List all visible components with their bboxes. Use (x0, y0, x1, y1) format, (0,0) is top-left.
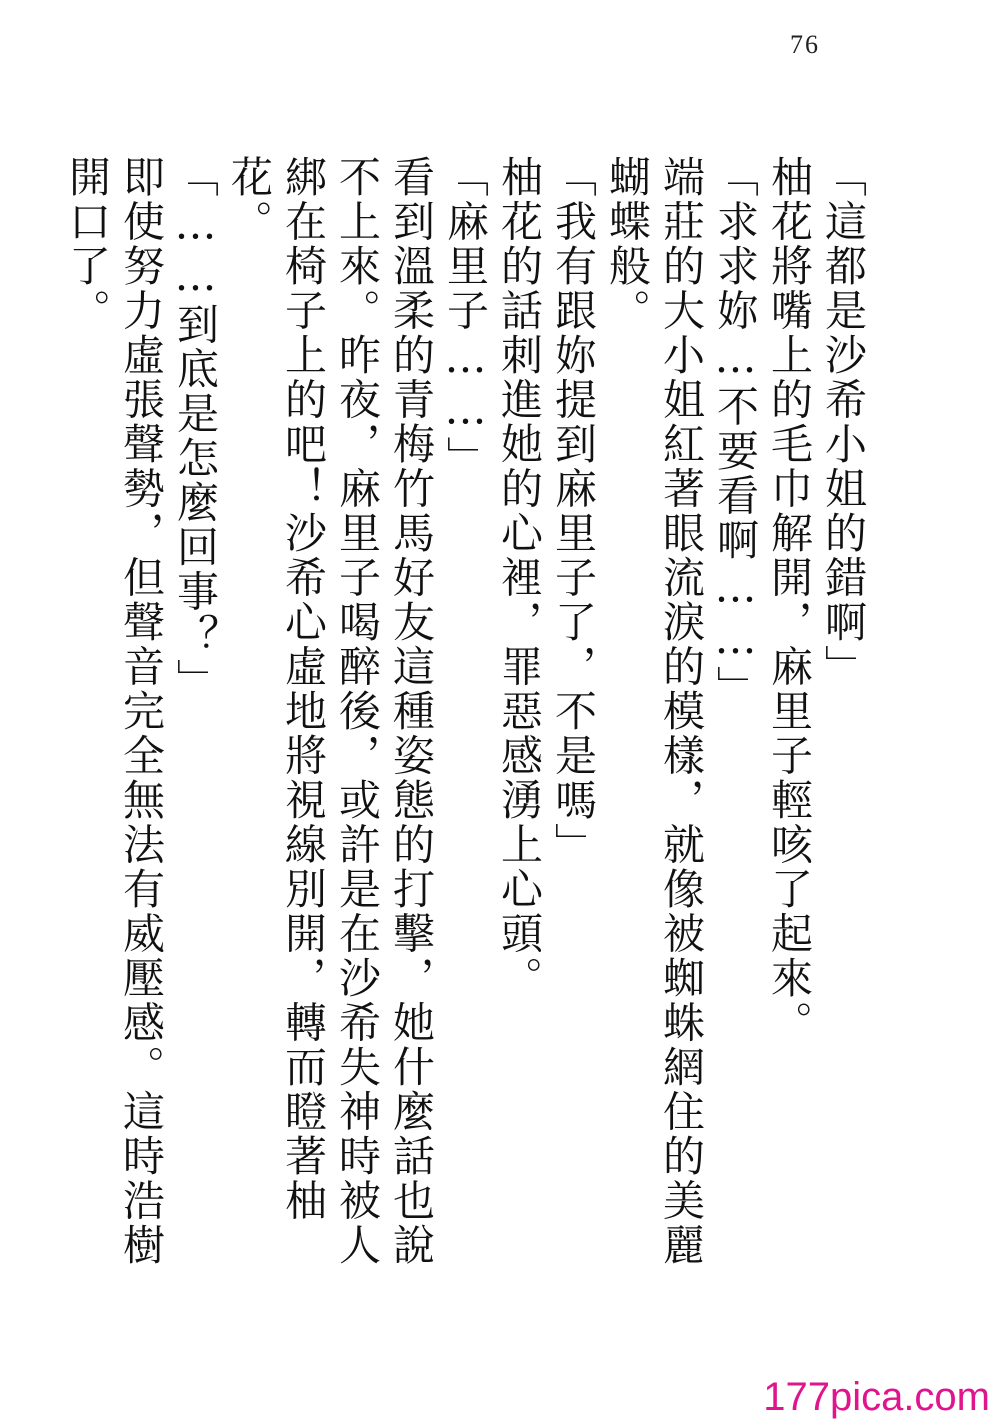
paragraph: 看到溫柔的青梅竹馬好友這種姿態的打擊，她什麼話也說不上來。昨夜，麻里子喝醉後，或許是在沙希失神時被人綁在椅子上的吧！沙希心虛地將視線別開，轉而瞪著柚花。 (225, 155, 436, 1268)
paragraph: 柚花將嘴上的毛巾解開，麻里子輕咳了起來。 (765, 155, 814, 1045)
paragraph: 柚花的話刺進她的心裡，罪惡感湧上心頭。 (495, 155, 544, 1001)
watermark: 177pica.com (763, 1375, 990, 1419)
paragraph: 「這都是沙希小姐的錯啊」 (819, 155, 868, 689)
paragraph: 「……到底是怎麼回事？」 (171, 155, 220, 703)
paragraph: 「我有跟妳提到麻里子了，不是嗎」 (549, 155, 598, 867)
paragraph: 端莊的大小姐紅著眼流淚的模樣，就像被蜘蛛網住的美麗蝴蝶般。 (603, 155, 706, 1268)
page-number: 76 (790, 30, 820, 59)
paragraph: 「求求妳…不要看啊……」 (711, 155, 760, 710)
paragraph: 即使努力虛張聲勢，但聲音完全無法有威壓感。這時浩樹開口了。 (63, 155, 166, 1268)
paragraph: 「麻里子……」 (441, 155, 490, 481)
body-text (60, 155, 870, 1285)
